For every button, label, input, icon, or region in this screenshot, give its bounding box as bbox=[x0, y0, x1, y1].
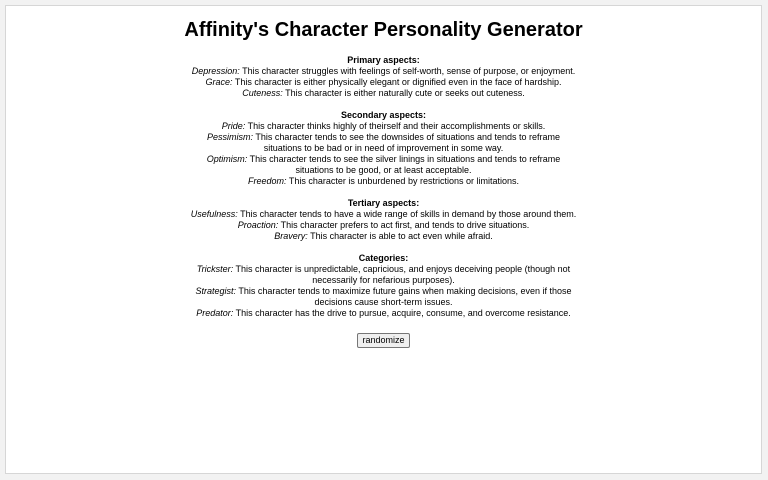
page-frame bbox=[5, 5, 762, 474]
aspect-description: This character tends to maximize future gains when making decisions, even if those decisions cause short-term issues. bbox=[238, 286, 572, 307]
aspect-term: Depression: bbox=[191, 66, 240, 76]
button-row bbox=[188, 330, 580, 348]
aspect-term: Grace: bbox=[205, 77, 233, 87]
aspect-term: Usefulness: bbox=[190, 209, 238, 219]
aspect-term: Strategist: bbox=[195, 286, 236, 296]
aspect-description: This character prefers to act first, and tends to drive situations. bbox=[280, 220, 530, 230]
aspect-entry bbox=[188, 77, 580, 88]
aspect-term: Cuteness: bbox=[242, 88, 283, 98]
section-heading: Categories: bbox=[358, 253, 409, 263]
section-heading: Tertiary aspects: bbox=[347, 198, 420, 208]
section-heading: Secondary aspects: bbox=[340, 110, 427, 120]
categories-section bbox=[188, 253, 580, 319]
aspect-term: Freedom: bbox=[248, 176, 287, 186]
aspect-term: Bravery: bbox=[274, 231, 308, 241]
aspect-entry bbox=[188, 286, 580, 308]
aspect-description: This character is able to act even while afraid. bbox=[310, 231, 493, 241]
aspect-description: This character has the drive to pursue, acquire, consume, and overcome resistance. bbox=[235, 308, 571, 318]
aspect-description: This character is either naturally cute or seeks out cuteness. bbox=[285, 88, 525, 98]
aspect-term: Pessimism: bbox=[206, 132, 253, 142]
randomize-button[interactable]: randomize bbox=[357, 333, 409, 348]
aspect-entry bbox=[188, 66, 580, 77]
primary-aspects-section bbox=[188, 55, 580, 99]
page-title: Affinity's Character Personality Generator bbox=[184, 19, 583, 41]
aspects-container bbox=[188, 55, 580, 348]
aspect-term: Trickster: bbox=[196, 264, 234, 274]
aspect-entry bbox=[188, 231, 580, 242]
section-heading: Primary aspects: bbox=[347, 55, 420, 65]
tertiary-aspects-section bbox=[188, 198, 580, 242]
aspect-entry bbox=[188, 264, 580, 286]
aspect-term: Optimism: bbox=[206, 154, 248, 164]
aspect-entry bbox=[188, 209, 580, 220]
aspect-entry bbox=[188, 121, 580, 132]
aspect-term: Proaction: bbox=[237, 220, 279, 230]
aspect-entry bbox=[188, 132, 580, 154]
aspect-description: This character tends to see the downsides of situations and tends to reframe situations to be bad or in need of improvement in some way. bbox=[255, 132, 561, 153]
aspect-entry bbox=[188, 154, 580, 176]
aspect-description: This character tends to have a wide range of skills in demand by those around them. bbox=[240, 209, 577, 219]
aspect-description: This character is either physically elegant or dignified even in the face of hardship. bbox=[234, 77, 562, 87]
aspect-description: This character thinks highly of theirself and their accomplishments or skills. bbox=[247, 121, 546, 131]
aspect-term: Pride: bbox=[221, 121, 246, 131]
aspect-description: This character is unburdened by restrictions or limitations. bbox=[288, 176, 519, 186]
aspect-entry bbox=[188, 176, 580, 187]
aspect-description: This character struggles with feelings of self-worth, sense of purpose, or enjoyment. bbox=[242, 66, 576, 76]
aspect-description: This character is unpredictable, capricious, and enjoys deceiving people (though not necessarily for nefarious purposes). bbox=[235, 264, 571, 285]
aspect-description: This character tends to see the silver linings in situations and tends to reframe situations to be good, or at least acceptable. bbox=[249, 154, 561, 175]
aspect-entry bbox=[188, 220, 580, 231]
secondary-aspects-section bbox=[188, 110, 580, 187]
aspect-term: Predator: bbox=[196, 308, 234, 318]
aspect-entry bbox=[188, 308, 580, 319]
aspect-entry bbox=[188, 88, 580, 99]
